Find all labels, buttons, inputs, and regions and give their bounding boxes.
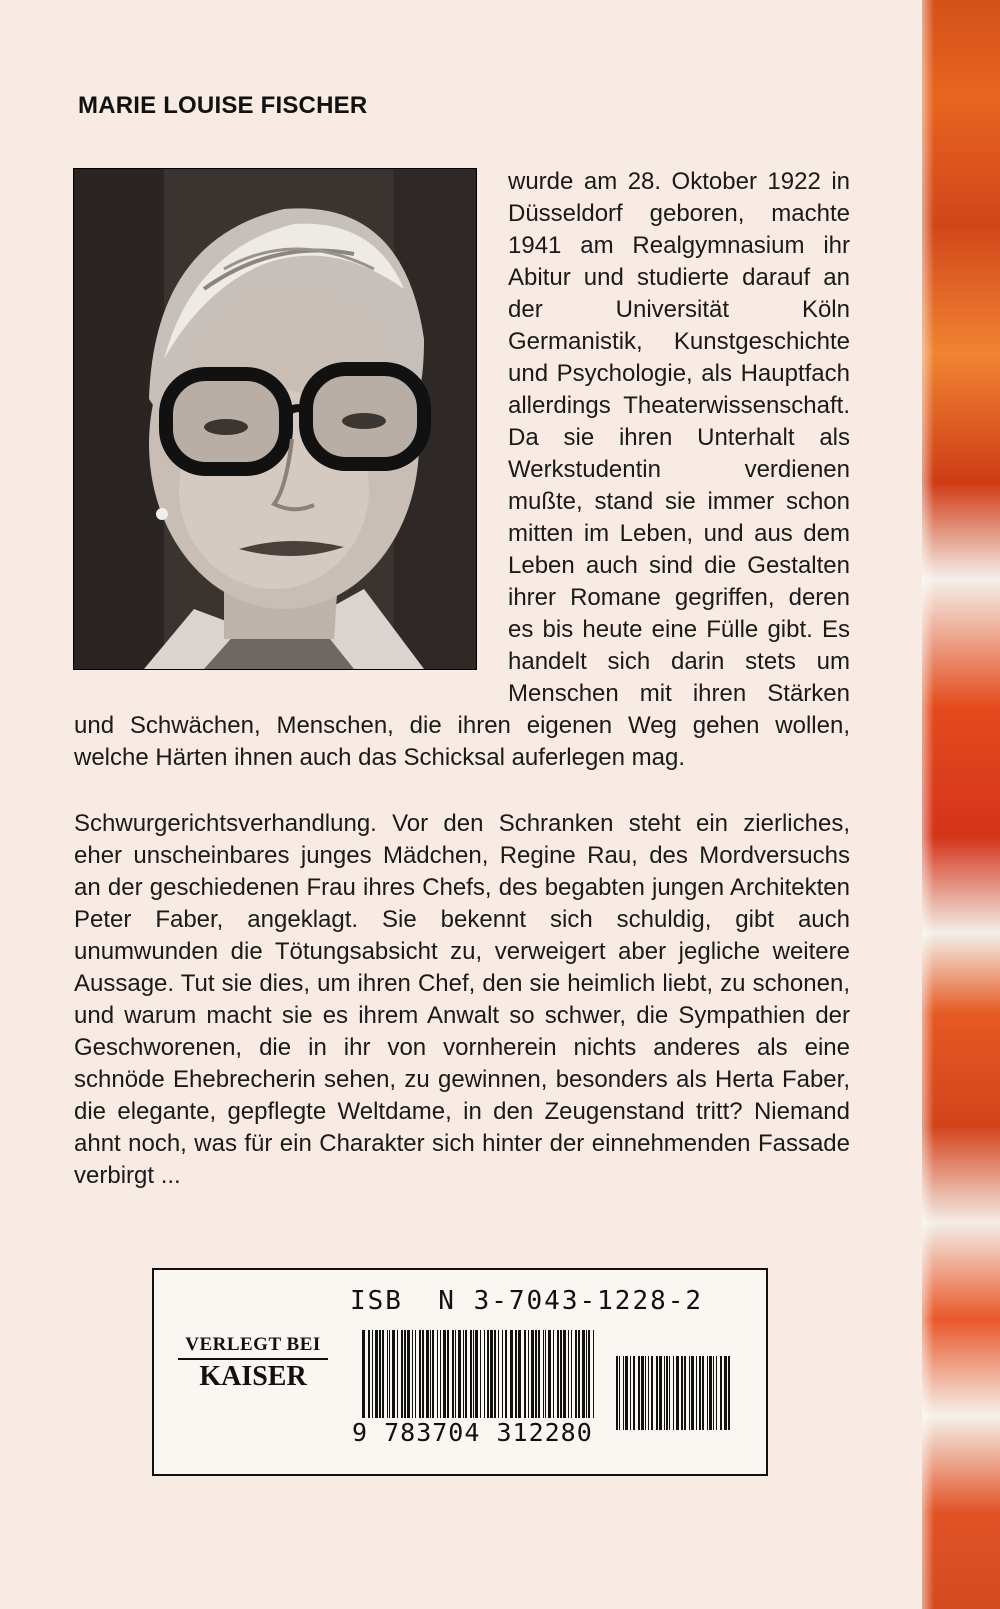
barcode-bar — [362, 1330, 365, 1422]
barcode-addon-bar — [676, 1356, 679, 1430]
barcode-bar — [563, 1330, 566, 1422]
barcode-bar — [582, 1330, 585, 1422]
barcode-addon-bar — [633, 1356, 635, 1430]
barcode-addon-bar — [702, 1356, 704, 1430]
barcode-bar — [545, 1330, 546, 1422]
publisher-label: VERLEGT BEI — [178, 1334, 328, 1360]
barcode-bar — [548, 1330, 551, 1422]
barcode-bar — [430, 1330, 431, 1422]
book-spine-edge — [922, 0, 1000, 1609]
barcode-addon-bar — [623, 1356, 624, 1430]
barcode-bar — [455, 1330, 456, 1422]
barcode-addon-bar — [681, 1356, 683, 1430]
barcode-bar — [502, 1330, 503, 1422]
ean-barcode — [362, 1330, 752, 1430]
publisher-logo — [178, 1334, 328, 1394]
barcode-bar — [397, 1330, 398, 1422]
barcode-addon-bar — [713, 1356, 714, 1430]
barcode-bar — [531, 1330, 534, 1422]
barcode-panel — [152, 1268, 768, 1476]
barcode-bar — [382, 1330, 384, 1422]
barcode-bar — [490, 1330, 493, 1422]
barcode-bar — [560, 1330, 562, 1422]
barcode-bar — [494, 1330, 496, 1422]
author-biography-block — [74, 166, 850, 774]
barcode-bar — [419, 1330, 421, 1422]
barcode-addon-bar — [709, 1356, 712, 1430]
barcode-bar — [575, 1330, 577, 1422]
barcode-bar — [480, 1330, 481, 1422]
barcode-bar — [389, 1330, 390, 1422]
barcode-bar — [465, 1330, 467, 1422]
barcode-bar — [498, 1330, 499, 1422]
isbn-number: ISB N 3-7043-1228-2 — [350, 1286, 704, 1316]
barcode-addon-bar — [619, 1356, 620, 1430]
barcode-addon-bar — [656, 1356, 658, 1430]
barcode-addon-bar — [659, 1356, 662, 1430]
barcode-addon-bar — [728, 1356, 730, 1430]
barcode-addon-bar — [664, 1356, 665, 1430]
barcode-bar — [387, 1330, 388, 1422]
barcode-bar — [412, 1330, 413, 1422]
barcode-bar — [458, 1330, 461, 1422]
barcode-bar — [415, 1330, 416, 1422]
barcode-bar — [392, 1330, 395, 1422]
barcode-addon-bar — [625, 1356, 628, 1430]
barcode-addon-bar — [666, 1356, 668, 1430]
barcode-bar — [535, 1330, 537, 1422]
barcode-bar — [432, 1330, 434, 1422]
barcode-bar — [510, 1330, 513, 1422]
author-biography: wurde am 28. Oktober 1922 in Düsseldorf geboren, machte 1941 am Realgymnasium ihr Abitur und studierte darauf an der Universität Köln Germanistik, Kunstgeschichte und Psychologie, als Hauptfach allerdings Theaterwissenschaft. Da sie ihren Unterhalt als Werkstudentin verdienen mußte, stand sie immer schon mitten im Leben, und aus dem Leben auch sind die Gestalten ihrer Romane gegriffen, deren es bis heute eine Fülle gibt. Es handelt sich darin stets um Menschen mit ihren Stärken und Schwächen, Menschen, die ihren eigenen Weg gehen wollen, welche Härten ihnen auch das Schicksal auferlegen mag. — [74, 168, 850, 771]
barcode-bar — [463, 1330, 464, 1422]
barcode-addon-bar — [699, 1356, 701, 1430]
barcode-bar — [543, 1330, 544, 1422]
barcode-addon-bar — [641, 1356, 644, 1430]
barcode-bar — [407, 1330, 410, 1422]
barcode-addon-bar — [707, 1356, 708, 1430]
barcode-addon-bar — [673, 1356, 674, 1430]
book-blurb: Schwurgerichtsverhandlung. Vor den Schranken steht ein zierliches, eher unscheinbares junges Mädchen, Regine Rau, des Mordversuchs an der geschiedenen Frau ihres Chefs, des begabten jungen Architekten Peter Faber, angeklagt. Sie bekennt sich schuldig, gibt auch unumwunden die Tötungsabsicht zu, verweigert aber jegliche weitere Aussage. Tut sie dies, um ihren Chef, den sie heimlich liebt, zu schonen, und warum macht sie es ihrem Anwalt so schwer, die Sympathien der Geschworenen, die in ihr von vornherein nichts anderes als eine schnöde Ehebrecherin sehen, zu gewinnen, besonders als Herta Faber, die elegante, gepflegte Weltdame, in den Zeugenstand tritt? Niemand ahnt noch, was für ein Charakter sich hinter der einnehmenden Fassade verbirgt ... — [74, 810, 850, 1189]
barcode-bar — [401, 1330, 403, 1422]
barcode-bar — [528, 1330, 529, 1422]
barcode-bar — [379, 1330, 381, 1422]
publisher-name: KAISER — [199, 1361, 307, 1392]
barcode-bar — [422, 1330, 424, 1422]
barcode-addon-bar — [638, 1356, 640, 1430]
barcode-bar — [368, 1330, 370, 1422]
barcode-bar — [426, 1330, 429, 1422]
barcode-bar — [553, 1330, 554, 1422]
barcode-bar — [588, 1330, 590, 1422]
barcode-bar — [557, 1330, 559, 1422]
barcode-bar — [447, 1330, 449, 1422]
barcode-bar — [571, 1330, 572, 1422]
author-name: MARIE LOUISE FISCHER — [78, 92, 368, 119]
barcode-bar — [452, 1330, 454, 1422]
barcode-bar — [470, 1330, 472, 1422]
barcode-bar — [473, 1330, 474, 1422]
barcode-addon-bar — [616, 1356, 618, 1430]
barcode-addon-bar — [720, 1356, 722, 1430]
barcode-bar — [505, 1330, 507, 1422]
barcode-bar — [568, 1330, 569, 1422]
barcode-bar — [538, 1330, 540, 1422]
barcode-addon-bar — [630, 1356, 631, 1430]
barcode-bar — [437, 1330, 438, 1422]
barcode-addon-bar — [716, 1356, 717, 1430]
barcode-bar — [372, 1330, 373, 1422]
barcode-addon-bar — [651, 1356, 653, 1430]
barcode-bar — [518, 1330, 521, 1422]
barcode-bar — [578, 1330, 580, 1422]
barcode-addon-bar — [689, 1356, 690, 1430]
ean-digits: 9 783704 312280 — [352, 1418, 593, 1447]
barcode-bar — [586, 1330, 587, 1422]
barcode-bar — [593, 1330, 594, 1422]
barcode-addon-bar — [696, 1356, 697, 1430]
barcode-bar — [404, 1330, 406, 1422]
barcode-bar — [443, 1330, 446, 1422]
barcode-addon-bar — [669, 1356, 670, 1430]
barcode-bar — [484, 1330, 485, 1422]
barcode-bar — [440, 1330, 441, 1422]
barcode-bar — [375, 1330, 378, 1422]
barcode-bar — [524, 1330, 526, 1422]
barcode-bar — [515, 1330, 517, 1422]
barcode-addon-bar — [684, 1356, 686, 1430]
barcode-addon-bar — [648, 1356, 649, 1430]
barcode-addon-bar — [645, 1356, 646, 1430]
barcode-bar — [487, 1330, 489, 1422]
barcode-bar — [475, 1330, 478, 1422]
barcode-addon-bar — [691, 1356, 694, 1430]
barcode-addon-bar — [724, 1356, 727, 1430]
